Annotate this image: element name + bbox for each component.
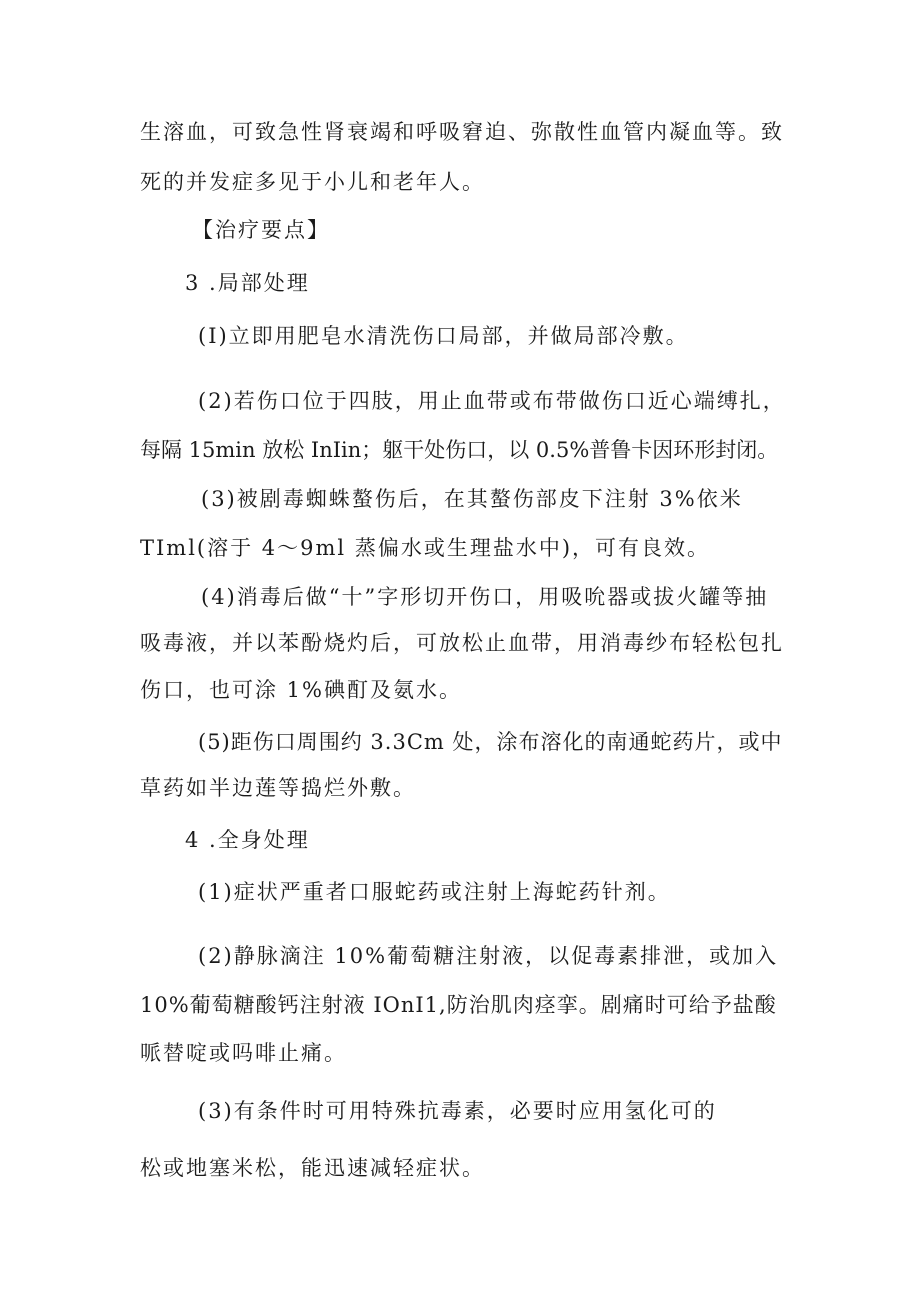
paragraph-line: 生溶血，可致急性肾衰竭和呼吸窘迫、弥散性血管内凝血等。致 [140, 120, 784, 144]
paragraph-line: (1)症状严重者口服蛇药或注射上海蛇药针剂。 [198, 880, 671, 904]
paragraph-line: (I)立即用肥皂水清洗伤口局部，并做局部冷敷。 [198, 324, 689, 348]
paragraph-line: (3)被剧毒蜘蛛螯伤后，在其螯伤部皮下注射 3%依米 [201, 487, 743, 511]
paragraph-line: TIml(溶于 4～9ml 蒸偏水或生理盐水中)，可有良效。 [140, 536, 711, 560]
paragraph-line: 每隔 15min 放松 InIin；躯干处伤口，以 0.5%普鲁卡因环形封闭。 [140, 438, 779, 462]
paragraph-line: 10%葡萄糖酸钙注射液 IOnI1,防治肌肉痉挛。剧痛时可给予盐酸 [140, 993, 777, 1017]
paragraph-line: 草药如半边莲等捣烂外敷。 [140, 776, 416, 800]
paragraph-line: (4)消毒后做“十”字形切开伤口，用吸吮器或拔火罐等抽 [201, 585, 769, 609]
subsection-heading: 3 .局部处理 [185, 271, 310, 295]
paragraph-line: 伤口，也可涂 1%碘酊及氨水。 [140, 678, 462, 702]
paragraph-line: 松或地塞米松，能迅速减轻症状。 [140, 1156, 485, 1180]
paragraph-line: (2)若伤口位于四肢，用止血带或布带做伤口近心端缚扎， [198, 389, 786, 413]
paragraph-line: 死的并发症多见于小儿和老年人。 [140, 170, 485, 194]
paragraph-line: (2)静脉滴注 10%葡萄糖注射液，以促毒素排泄，或加入 [198, 944, 779, 968]
section-heading: 【治疗要点】 [192, 218, 330, 242]
paragraph-line: 吸毒液，并以苯酚烧灼后，可放松止血带，用消毒纱布轻松包扎 [140, 631, 784, 655]
paragraph-line: 哌替啶或吗啡止痛。 [140, 1041, 347, 1065]
paragraph-line: (5)距伤口周围约 3.3Cm 处，涂布溶化的南通蛇药片，或中 [198, 730, 783, 754]
subsection-heading: 4 .全身处理 [185, 828, 310, 852]
paragraph-line: (3)有条件时可用特殊抗毒素，必要时应用氢化可的 [198, 1099, 717, 1123]
